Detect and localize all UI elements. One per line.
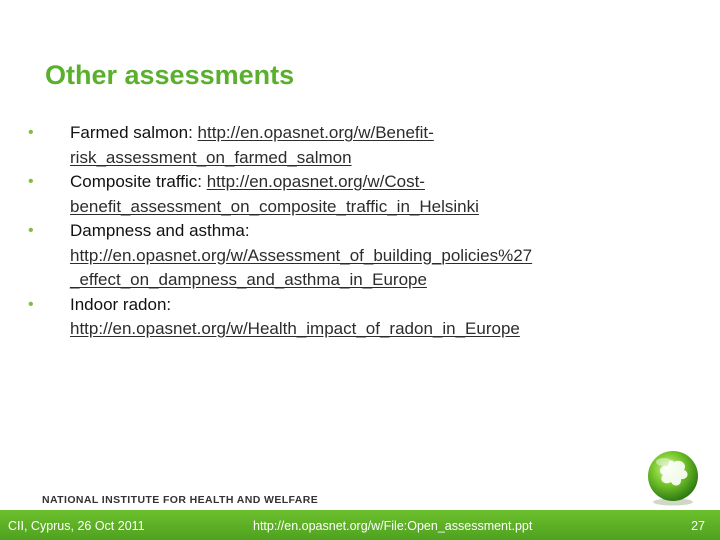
bullet-label: Dampness and asthma: <box>70 221 250 240</box>
green-globe-logo-icon <box>644 448 702 506</box>
bullet-label: Farmed salmon: <box>70 123 198 142</box>
bullet-icon: • <box>28 222 34 239</box>
list-item <box>28 219 698 293</box>
composite-traffic-link[interactable]: http://en.opasnet.org/w/Cost- benefit_assessment_on_composite_traffic_in_Helsinki <box>70 172 479 216</box>
list-item <box>28 170 698 219</box>
list-item <box>28 121 698 170</box>
footer-source-link[interactable]: http://en.opasnet.org/w/File:Open_assessment.ppt <box>253 519 533 533</box>
footer-bar <box>0 510 720 540</box>
farmed-salmon-link[interactable]: http://en.opasnet.org/w/Benefit- risk_assessment_on_farmed_salmon <box>70 123 434 167</box>
slide-title: Other assessments <box>45 60 295 90</box>
org-logo-text: NATIONAL INSTITUTE FOR HEALTH AND WELFARE <box>42 494 319 506</box>
bullet-icon: • <box>28 124 34 141</box>
footer-event: CII, Cyprus, 26 Oct 2011 <box>8 519 145 533</box>
bullet-list <box>28 121 698 342</box>
bullet-label: Indoor radon: <box>70 294 172 314</box>
indoor-radon-link[interactable]: http://en.opasnet.org/w/Health_impact_of_radon_in_Europe <box>70 319 520 338</box>
list-item <box>28 293 698 342</box>
bullet-icon: • <box>28 295 34 313</box>
dampness-asthma-link[interactable]: http://en.opasnet.org/w/Assessment_of_building_policies%27 _effect_on_dampness_and_asthma_in_Europe <box>70 245 533 289</box>
page-number: 27 <box>691 519 705 533</box>
bullet-icon: • <box>28 173 34 190</box>
bullet-label: Composite traffic: <box>70 172 207 191</box>
